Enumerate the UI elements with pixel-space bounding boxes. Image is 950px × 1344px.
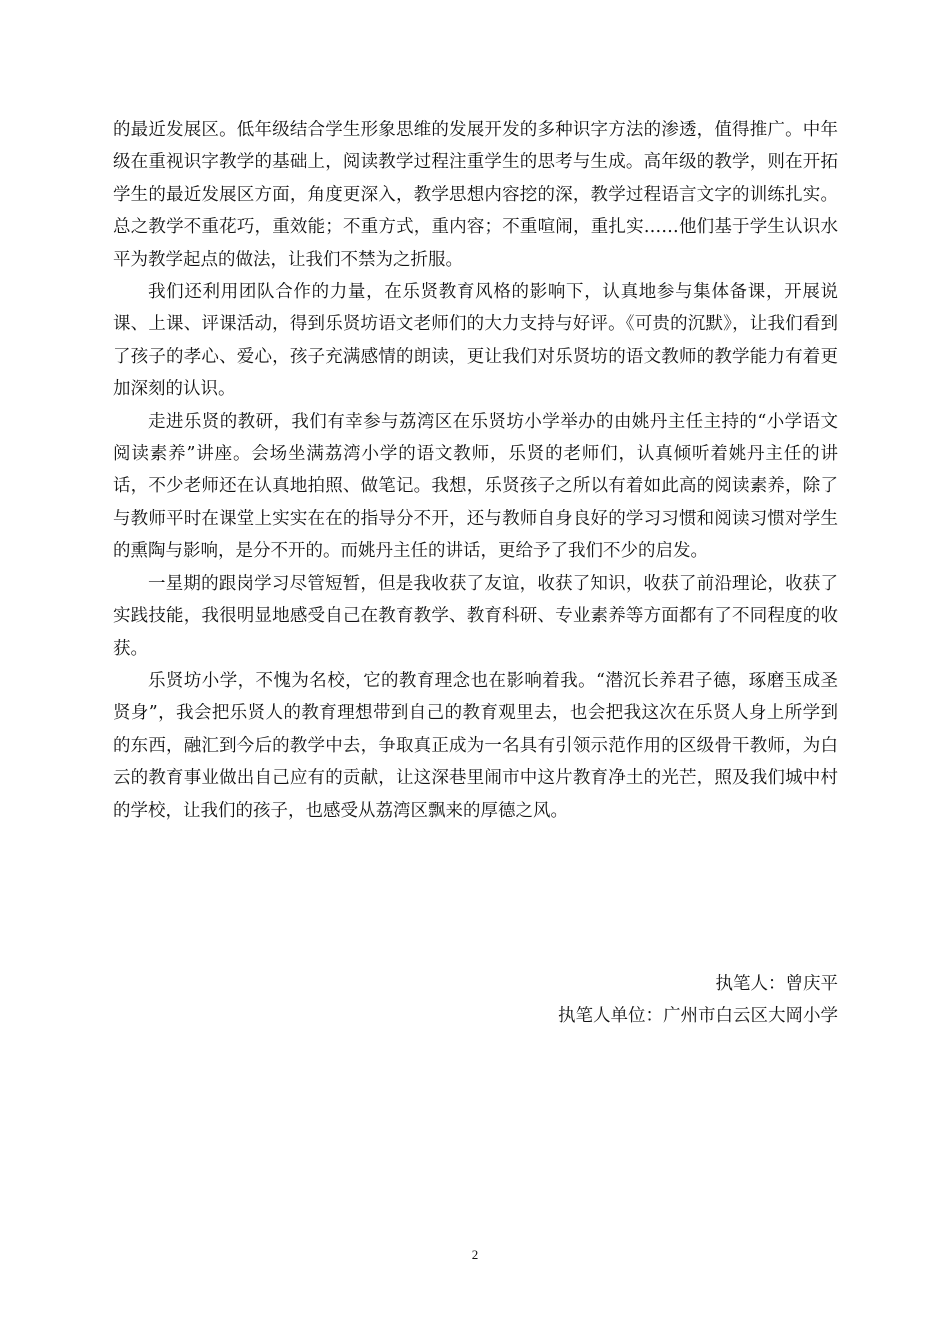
signature-unit: 执笔人单位：广州市白云区大岡小学 [558,1006,838,1026]
page-number: 2 [471,1247,479,1262]
signature-author: 执笔人：曾庆平 [715,974,838,994]
paragraph-school-philosophy: 乐贤坊小学，不愧为名校，它的教育理念也在影响着我。“潜沉长养君子德，琢磨玉成圣贤身”，我会把乐贤人的教育理想带到自己的教育观里去，也会把我这次在乐贤人身上所学到的东西，融汇到今后的教学中去，争取真正成为一名具有引领示范作用的区级骨干教师，为白云的教育事业做出自己应有的贡献，让这深巷里闹市中这片教育净土的光芒，照及我们城中村的学校，让我们的孩子，也感受从荔湾区飘来的厚德之风。 [113,670,838,821]
paragraph-one-week-study: 一星期的跟岗学习尽管短暂，但是我收获了友谊，收获了知识，收获了前沿理论，收获了实践技能，我很明显地感受自己在教育教学、教育科研、专业素养等方面都有了不同程度的收获。 [113,573,838,659]
paragraph-teaching-research: 走进乐贤的教研，我们有幸参与荔湾区在乐贤坊小学举办的由姚丹主任主持的“小学语文阅读素养”讲座。会场坐满荔湾小学的语文教师，乐贤的老师们，认真倾听着姚丹主任的讲话，不少老师还在认真地拍照、做笔记。我想，乐贤孩子之所以有着如此高的阅读素养，除了与教师平时在课堂上实实在在的指导分不开，还与教师自身良好的学习习惯和阅读习惯对学生的熏陶与影响，是分不开的。而姚丹主任的讲话，更给予了我们不少的启发。 [113,411,838,562]
paragraph-continuation: 的最近发展区。低年级结合学生形象思维的发展开发的多种识字方法的渗透，值得推广。中年级在重视识字教学的基础上，阅读教学过程注重学生的思考与生成。高年级的教学，则在开拓学生的最近发展区方面，角度更深入，教学思想内容挖的深，教学过程语言文字的训练扎实。总之教学不重花巧，重效能；不重方式，重内容；不重喧闹，重扎实……他们基于学生认识水平为教学起点的做法，让我们不禁为之折服。 [113,120,838,270]
paragraph-team-collaboration: 我们还利用团队合作的力量，在乐贤教育风格的影响下，认真地参与集体备课，开展说课、上课、评课活动，得到乐贤坊语文老师们的大力支持与好评。《可贵的沉默》，让我们看到了孩子的孝心、爱心，孩子充满感情的朗读，更让我们对乐贤坊的语文教师的教学能力有着更加深刻的认识。 [113,282,838,400]
document-body [113,114,838,827]
